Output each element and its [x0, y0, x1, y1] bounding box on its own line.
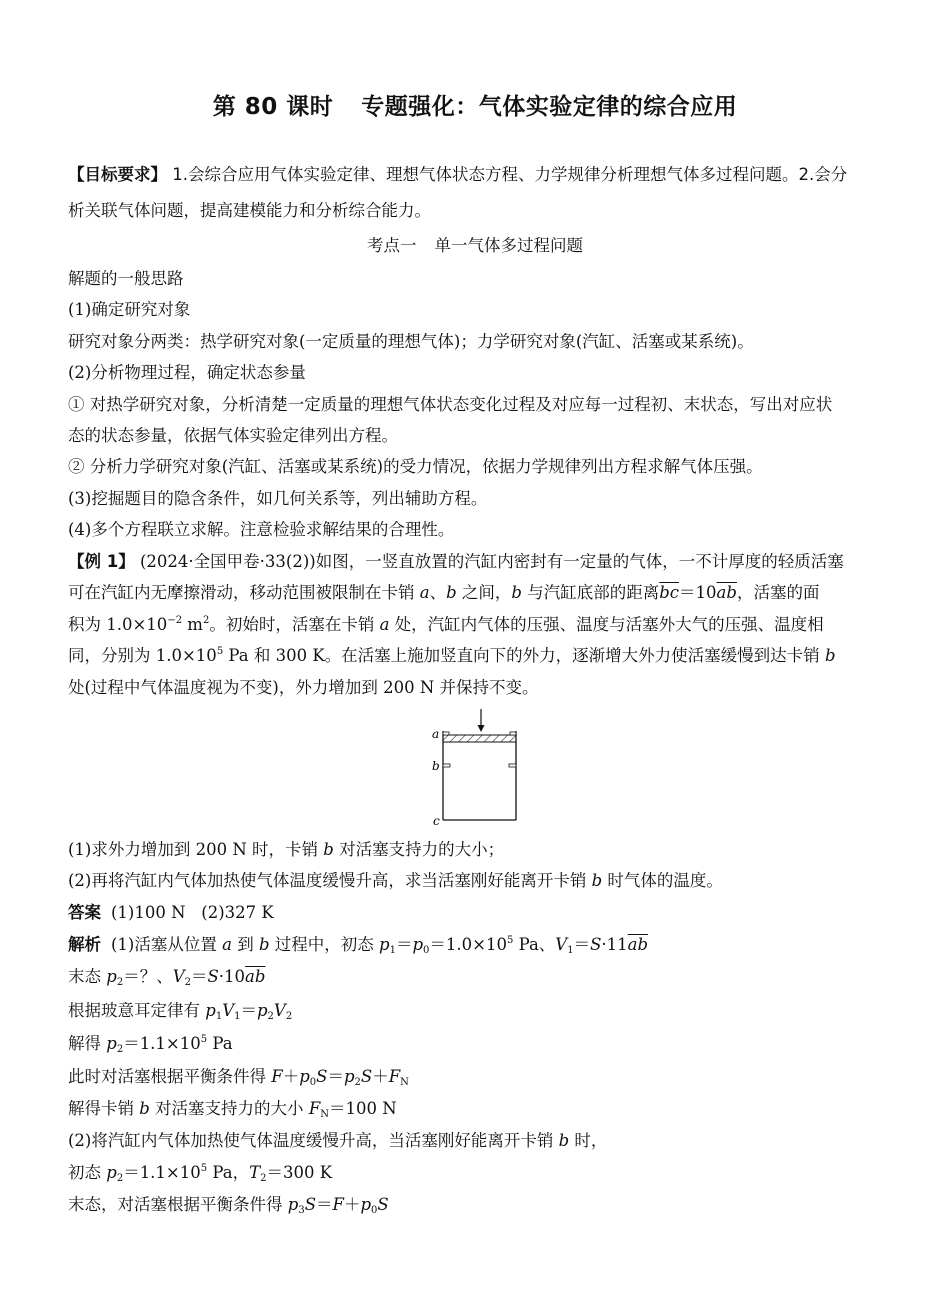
- force-arrow-head: [478, 725, 485, 732]
- answer-text: (1)100 N (2)327 K: [111, 903, 274, 922]
- lesson-topic: 专题强化：气体实验定律的综合应用: [361, 94, 738, 120]
- question-1: (1)求外力增加到 200 N 时，卡销 b 对活塞支持力的大小；: [68, 840, 505, 859]
- solution-line-1: 解析 (1)活塞从位置 a 到 b 过程中，初态 $p_1=p_0=1.0\times 10^5$ Pa、$V_1=S\cdot 11\overline{ab}$: [68, 935, 649, 956]
- solution-line-4: 解得 $p_2=1.1\times 10^5$ Pa: [68, 1034, 233, 1055]
- label-a: a: [432, 727, 440, 741]
- pin-b-right: [509, 764, 516, 767]
- goal-label: 【目标要求】: [68, 165, 167, 184]
- example-line-3: 积为 $1.0\times 10^{-2}$ $m^2$。初始时，活塞在卡销 a 处，汽缸内气体的压强、温度与活塞外大气的压强、温度相: [68, 615, 824, 634]
- lesson-number: 第 80 课时: [212, 94, 334, 120]
- answer-line: [68, 902, 888, 924]
- step-1-text: 研究对象分两类：热学研究对象(一定质量的理想气体)；力学研究对象(汽缸、活塞或某系统)。: [68, 332, 754, 351]
- step-2-a-line-2: 态的状态参量，依据气体实验定律列出方程。: [68, 426, 398, 445]
- label-b: b: [432, 759, 440, 773]
- label-c: c: [433, 814, 440, 827]
- step-2-b: ② 分析力学研究对象(汽缸、活塞或某系统)的受力情况，依据力学规律列出方程求解气体压强。: [68, 457, 763, 476]
- step-2-a-line-1: ① 对热学研究对象，分析清楚一定质量的理想气体状态变化过程及对应每一过程初、末状态，写出对应状: [68, 395, 833, 414]
- pin-b-left: [443, 764, 450, 767]
- page-title: [0, 88, 950, 121]
- solution-line-6: 解得卡销 b 对活塞支持力的大小 $F_N=100$ N: [68, 1099, 397, 1120]
- question-2: (2)再将汽缸内气体加热使气体温度缓慢升高，求当活塞刚好能离开卡销 b 时气体的温度。: [68, 871, 723, 890]
- section-heading: 考点一 单一气体多过程问题: [367, 236, 583, 255]
- solution-line-9: 末态，对活塞根据平衡条件得 $p_3S=F+p_0S$: [68, 1195, 389, 1216]
- goal-line-1: 【目标要求】 1.会综合应用气体实验定律、理想气体状态方程、力学规律分析理想气体多过程问题。2.会分: [68, 165, 848, 184]
- pin-a-right: [510, 732, 516, 735]
- step-3: (3)挖掘题目的隐含条件，如几何关系等，列出辅助方程。: [68, 489, 488, 508]
- step-2: (2)分析物理过程，确定状态参量: [68, 363, 306, 382]
- example-line-2: 可在汽缸内无摩擦滑动，移动范围被限制在卡销 a、b 之间，b 与汽缸底部的距离$\overline{bc}=10\overline{ab}$，活塞的面: [68, 583, 820, 602]
- solution-line-2: 末态 $p_2=$？、$V_2=S\cdot 10\overline{ab}$: [68, 967, 266, 988]
- example-label: 【例 1】: [68, 552, 135, 571]
- pin-a-left: [443, 732, 449, 735]
- cylinder-figure: [425, 707, 525, 827]
- solution-line-8: 初态 $p_2=1.1\times 10^5$ Pa，$T_2=300$ K: [68, 1163, 333, 1184]
- step-1: (1)确定研究对象: [68, 300, 191, 319]
- example-line-5: 处(过程中气体温度视为不变)，外力增加到 200 N 并保持不变。: [68, 678, 539, 697]
- step-4: (4)多个方程联立求解。注意检验求解结果的合理性。: [68, 520, 455, 539]
- solution-line-7: (2)将汽缸内气体加热使气体温度缓慢升高，当活塞刚好能离开卡销 b 时，: [68, 1131, 608, 1150]
- example-line-4: 同，分别为 $1.0\times 10^5$ Pa 和 300 K。在活塞上施加竖直向下的外力，逐渐增大外力使活塞缓慢到达卡销 b: [68, 646, 836, 665]
- ideas-heading: 解题的一般思路: [68, 269, 184, 288]
- example-line-1: 【例 1】 (2024·全国甲卷·33(2))如图，一竖直放置的汽缸内密封有一定量的气体，一不计厚度的轻质活塞: [68, 552, 844, 571]
- piston: [443, 735, 516, 742]
- solution-label: 解析: [68, 935, 101, 954]
- goal-line-2: 析关联气体问题，提高建模能力和分析综合能力。: [68, 201, 431, 220]
- answer-label: 答案: [68, 903, 101, 922]
- solution-line-5: 此时对活塞根据平衡条件得 $F+p_0S=p_2S+F_N$: [68, 1067, 409, 1088]
- solution-line-3: 根据玻意耳定律有 $p_1V_1=p_2V_2$: [68, 1001, 293, 1022]
